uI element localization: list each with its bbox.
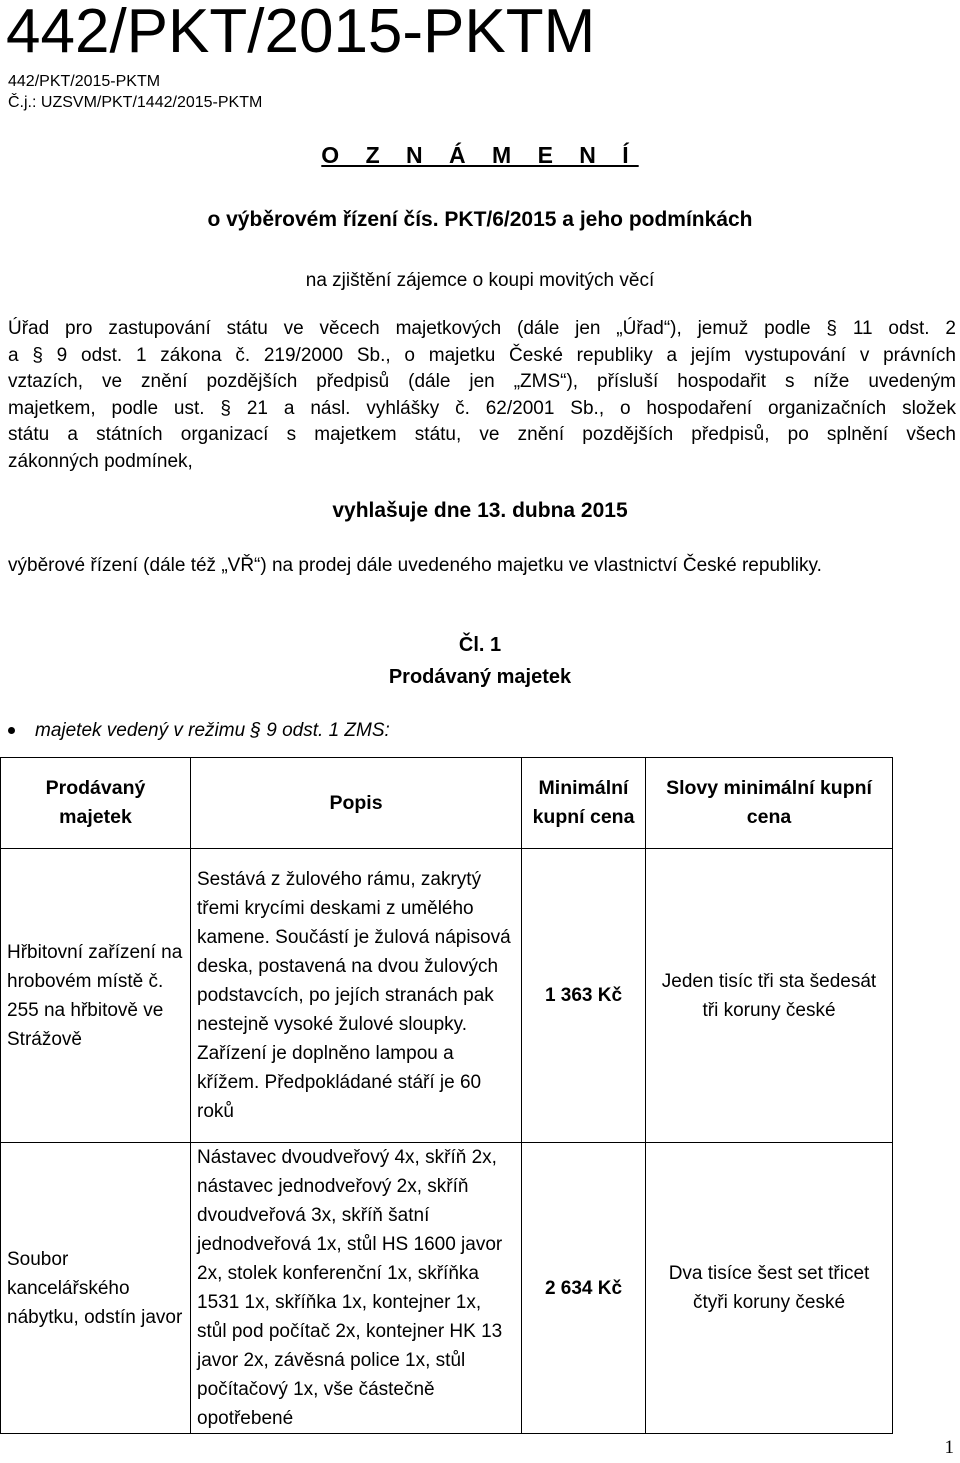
cell-price: 2 634 Kč [522,1143,646,1434]
header-price: Minimální kupní cena [522,758,646,849]
intro-line: zákonných podmínek, [8,450,193,472]
notice-purpose: na zjištění zájemce o koupi movitých věcí [305,270,655,291]
intro-line: a § 9 odst. 1 zákona č. 219/2000 Sb., o majetku České republiky a jejím vystupování v právních [8,344,956,366]
article-number: Čl. 1 [458,634,502,656]
cell-item: Soubor kancelářského nábytku, odstín javor [1,1143,191,1434]
notice-subheading: o výběrovém řízení čís. PKT/6/2015 a jeho podmínkách [207,208,753,231]
table-header-row [1,758,893,849]
intro-line: vztazích, ve znění pozdějších předpisů (dále jen „ZMS“), přísluší hospodařit s níže uvedeným [8,371,956,392]
bullet-item [8,720,390,742]
header-price-words: Slovy minimální kupní cena [646,758,893,849]
bullet-icon [8,727,15,734]
table-row [1,849,893,1143]
intro-line: Úřad pro zastupování státu ve věcech majetkových (dále jen „Úřad“), jemuž podle § 11 odst. 2 [8,318,956,339]
cell-description: Nástavec dvoudveřový 4x, skříň 2x, nástavec jednodveřový 2x, skříň dvoudveřová 3x, skříň šatní jednodveřová 1x, stůl HS 1600 javor 2x, stolek konferenční 1x, skříňka 1531 1x, skříňka 1x, kontejner 1x, stůl pod počítač 2x, kontejner HK 13 javor 2x, závěsná police 1x, stůl počítačový 1x, vše částečně opotřebené [191,1143,522,1434]
document-title: 442/PKT/2015-PKTM [6,0,596,66]
cell-description: Sestává z žulového rámu, zakrytý třemi krycími deskami z umělého kamene. Součástí je žulová nápisová deska, postavená na dvou žulových podstavcích, po jejích stranách pak nestejně vysoké žulové sloupky. Zařízení je doplněno lampou a křížem. Předpokládané stáří je 60 roků [191,849,522,1143]
property-table [0,757,893,1434]
notice-heading: O Z N Á M E N Í [321,142,639,168]
page-number: 1 [944,1437,954,1458]
reference-code: 442/PKT/2015-PKTM [8,73,161,90]
intro-line: majetkem, podle ust. § 21 a násl. vyhlášky č. 62/2001 Sb., o hospodaření organizačních složek [8,397,956,419]
case-number: Č.j.: UZSVM/PKT/1442/2015-PKTM [8,94,263,111]
article-title: Prodávaný majetek [388,666,572,688]
table-row [1,1143,893,1434]
cell-price-words: Jeden tisíc tři sta šedesát tři koruny české [646,849,893,1143]
header-item: Prodávaný majetek [1,758,191,849]
announce-date: vyhlašuje dne 13. dubna 2015 [332,499,628,522]
cell-price-words: Dva tisíce šest set třicet čtyři koruny české [646,1143,893,1434]
header-description: Popis [191,758,522,849]
intro-line: státu a státních organizací s majetkem státu, ve znění pozdějších předpisů, po splnění všech [8,424,956,445]
cell-price: 1 363 Kč [522,849,646,1143]
announce-text: výběrové řízení (dále též „VŘ“) na prodej dále uvedeného majetku ve vlastnictví České republiky. [8,555,822,576]
cell-item: Hřbitovní zařízení na hrobovém místě č. 255 na hřbitově ve Strážově [1,849,191,1143]
intro-paragraph [8,316,956,475]
bullet-text: majetek vedený v režimu § 9 odst. 1 ZMS: [35,720,390,741]
